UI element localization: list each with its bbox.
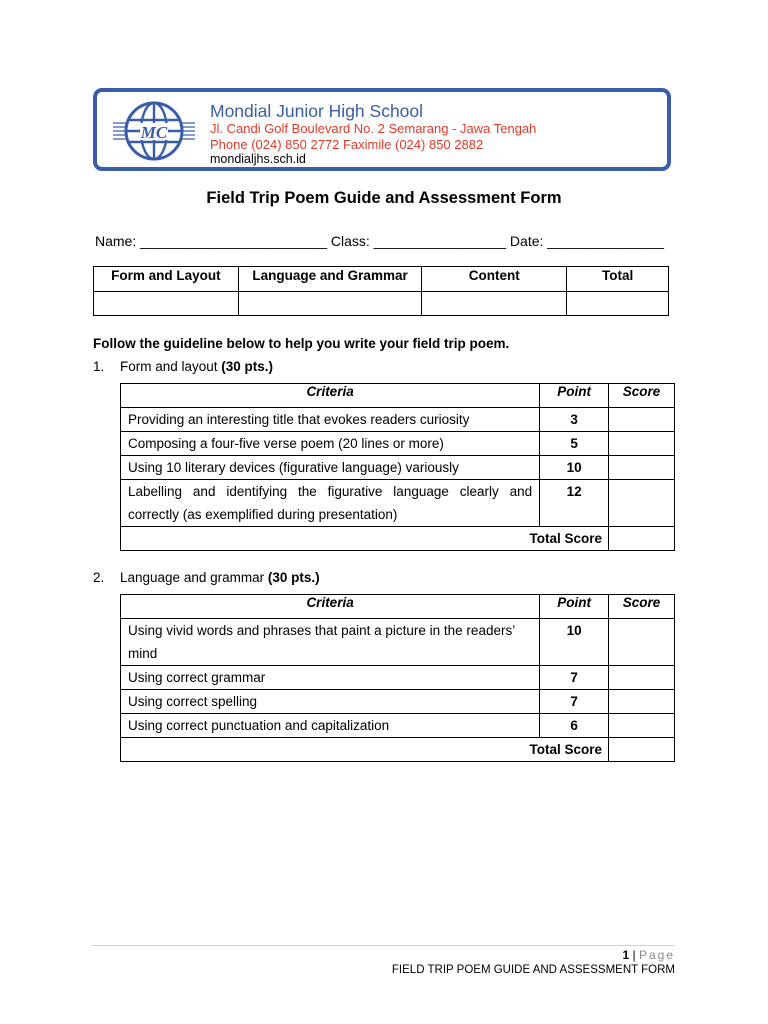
section-number: 1.	[93, 359, 105, 374]
point-header: Point	[540, 595, 609, 619]
table-row	[121, 619, 675, 666]
table-row	[121, 408, 675, 432]
section-points: (30 pts.)	[267, 570, 320, 585]
point-cell: 7	[540, 690, 609, 714]
column-header: Language and Grammar	[238, 267, 422, 292]
total-score-cell[interactable]	[609, 738, 675, 762]
section-label: Form and layout	[120, 359, 222, 374]
language-grammar-criteria-table	[120, 594, 675, 762]
student-info-line: Name: ________________________ Class: _________________ Date: _______________	[95, 233, 665, 249]
table-row	[121, 456, 675, 480]
point-cell: 12	[540, 480, 609, 527]
criteria-cell: Composing a four-five verse poem (20 lines or more)	[121, 432, 540, 456]
point-cell: 5	[540, 432, 609, 456]
column-header: Form and Layout	[94, 267, 239, 292]
table-row	[94, 292, 669, 316]
guideline-heading: Follow the guideline below to help you write your field trip poem.	[93, 336, 510, 351]
criteria-cell: Using 10 literary devices (figurative language) variously	[121, 456, 540, 480]
score-header: Score	[609, 384, 675, 408]
summary-score-table	[93, 266, 669, 316]
table-row	[121, 432, 675, 456]
score-cell[interactable]	[609, 408, 675, 432]
criteria-cell: Using vivid words and phrases that paint a picture in the readers’ mind	[121, 619, 540, 666]
school-address: Jl. Candi Golf Boulevard No. 2 Semarang - Jawa Tengah	[210, 121, 537, 136]
section-number: 2.	[93, 570, 105, 585]
total-row	[121, 738, 675, 762]
school-logo-globe-icon	[111, 100, 197, 162]
school-name: Mondial Junior High School	[210, 101, 424, 121]
criteria-cell: Providing an interesting title that evokes readers curiosity	[121, 408, 540, 432]
score-cell[interactable]	[94, 292, 239, 316]
point-cell: 10	[540, 456, 609, 480]
section-2-heading	[93, 570, 320, 585]
footer-title: FIELD TRIP POEM GUIDE AND ASSESSMENT FORM	[391, 964, 675, 976]
score-cell[interactable]	[422, 292, 567, 316]
point-header: Point	[540, 384, 609, 408]
score-cell[interactable]	[609, 619, 675, 666]
table-row	[121, 690, 675, 714]
criteria-header: Criteria	[121, 595, 540, 619]
point-cell: 3	[540, 408, 609, 432]
score-cell[interactable]	[609, 432, 675, 456]
table-row	[121, 480, 675, 527]
table-header-row	[94, 267, 669, 292]
score-cell[interactable]	[609, 714, 675, 738]
section-label: Language and grammar	[120, 570, 268, 585]
column-header: Content	[422, 267, 567, 292]
section-1-heading	[93, 359, 273, 374]
table-row	[121, 666, 675, 690]
score-cell[interactable]	[567, 292, 669, 316]
section-points: (30 pts.)	[221, 359, 274, 374]
svg-text:MC: MC	[140, 123, 168, 142]
school-phone: Phone (024) 850 2772 Faximile (024) 850 2882	[210, 137, 484, 152]
total-row	[121, 527, 675, 551]
page-separator: |	[629, 948, 639, 962]
table-row	[121, 714, 675, 738]
school-website: mondialjhs.sch.id	[210, 152, 306, 166]
score-cell[interactable]	[609, 666, 675, 690]
score-cell[interactable]	[609, 690, 675, 714]
form-layout-criteria-table	[120, 383, 675, 551]
column-header: Total	[567, 267, 669, 292]
table-header-row	[121, 595, 675, 619]
criteria-header: Criteria	[121, 384, 540, 408]
page-number-value: 1	[622, 948, 630, 962]
score-cell[interactable]	[609, 456, 675, 480]
score-cell[interactable]	[609, 480, 675, 527]
criteria-cell: Using correct grammar	[121, 666, 540, 690]
school-header	[93, 88, 671, 171]
total-score-label: Total Score	[121, 527, 609, 551]
criteria-cell: Using correct punctuation and capitalization	[121, 714, 540, 738]
footer-divider	[91, 945, 675, 946]
point-cell: 6	[540, 714, 609, 738]
total-score-label: Total Score	[121, 738, 609, 762]
point-cell: 7	[540, 666, 609, 690]
page-number	[622, 948, 675, 962]
score-cell[interactable]	[238, 292, 422, 316]
criteria-cell: Using correct spelling	[121, 690, 540, 714]
total-score-cell[interactable]	[609, 527, 675, 551]
score-header: Score	[609, 595, 675, 619]
page-label: Page	[638, 948, 675, 962]
table-header-row	[121, 384, 675, 408]
point-cell: 10	[540, 619, 609, 666]
page-title: Field Trip Poem Guide and Assessment Form	[206, 189, 562, 207]
criteria-cell: Labelling and identifying the figurative language clearly and correctly (as exemplified during presentation)	[121, 480, 540, 527]
